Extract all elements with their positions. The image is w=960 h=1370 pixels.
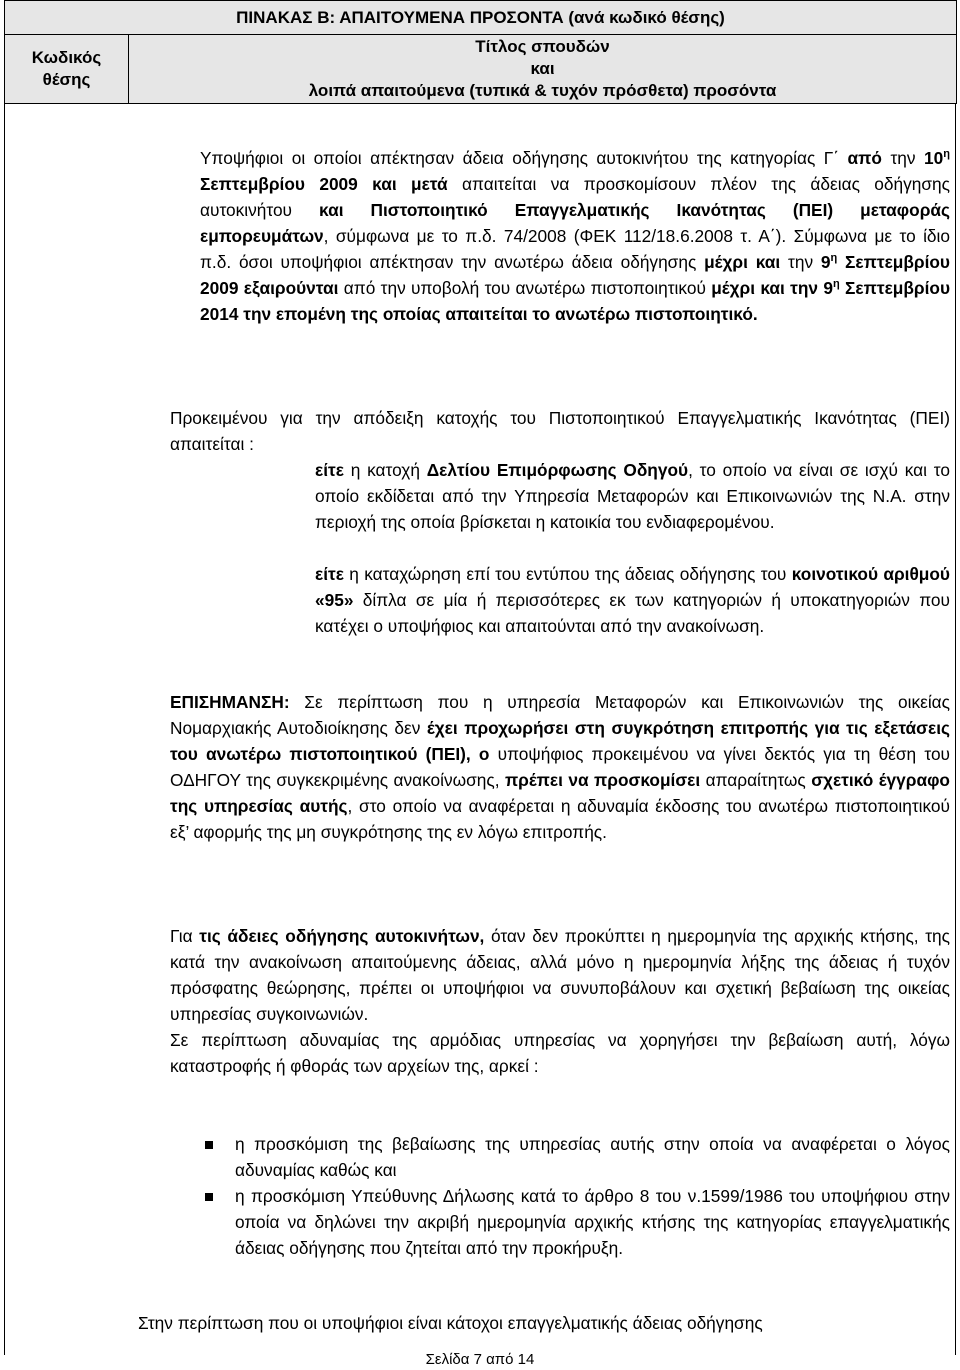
inability-paragraph: Σε περίπτωση αδυναμίας της αρμόδιας υπηρεσίας να χορηγήσει την βεβαίωση αυτή, λόγω καταστροφής ή φθοράς των αρχείων της, αρκεί : [170,1030,950,1076]
table-border-left [4,103,5,1355]
table-title: ΠΙΝΑΚΑΣ Β: ΑΠΑΙΤΟΥΜΕΝΑ ΠΡΟΣΟΝΤΑ (ανά κωδικό θέσης) [5,1,956,35]
column-header-title-line3: λοιπά απαιτούμενα (τυπικά & τυχόν πρόσθετα) προσόντα [308,81,777,100]
requirements-table-header [4,0,957,104]
proof-option-community-code-95: είτε η καταχώρηση επί του εντύπου της άδειας οδήγησης του κοινοτικού αριθμού «95» δίπλα σε μία ή περισσότερες εκ των κατηγοριών ή υποκατηγοριών που κατέχει ο υποψήφιος και απαιτούνται από την ανακοίνωση. [315,564,950,636]
closing-line: Στην περίπτωση που οι υποψήφιοι είναι κάτοχοι επαγγελματικής άδειας οδήγησης [138,1313,763,1333]
table-border-right [955,103,956,1355]
table-column-headers [5,35,956,103]
bullet-icon [205,1141,213,1149]
pei-proof-intro: Προκειμένου για την απόδειξη κατοχής του Πιστοποιητικού Επαγγελματικής Ικανότητας (ΠΕΙ) απαιτείται : [170,408,950,454]
page-number: Σελίδα 7 από 14 [425,1351,535,1368]
column-header-position-code [5,35,129,103]
list-item: η προσκόμιση Υπεύθυνης Δήλωσης κατά το άρθρο 8 του ν.1599/1986 του υποψήφιου στην οποία να δηλώνει την ακριβή ημερομηνία αρχικής κτήσης της κατηγορίας επαγγελματικής άδειας οδήγησης που ζητείται από την προκήρυξη. [235,1186,950,1258]
column-header-title-line2: και [530,59,555,78]
bullet-icon [205,1193,213,1201]
notice-paragraph: ΕΠΙΣΗΜΑΝΣΗ: Σε περίπτωση που η υπηρεσία Μεταφορών και Επικοινωνιών της οικείας Νομαρχιακής Αυτοδιοίκησης δεν έχει προχωρήσει στη συγκρότηση επιτροπής για τις εξετάσεις του ανωτέρω πιστοποιητικού (ΠΕΙ), ο υποψήφιος προκειμένου να γίνει δεκτός για τη θέση του ΟΔΗΓΟΥ της συγκεκριμένης ανακοίνωσης, πρέπει να προσκομίσει απαραίτητως σχετικό έγγραφο της υπηρεσίας αυτής, στο οποίο να αναφέρεται η αδυναμία έκδοσης του ανωτέρω πιστοποιητικού εξ’ αφορμής της μη συγκρότησης της εν λόγω επιτροπής. [170,692,951,842]
column-header-title-line1: Τίτλος σπουδών [475,37,610,56]
column-header-code-line1: Κωδικός [31,48,102,67]
list-item: η προσκόμιση της βεβαίωσης της υπηρεσίας αυτής στην οποία να αναφέρεται ο λόγος αδυναμίας καθώς και [235,1134,950,1180]
column-header-qualifications [129,35,956,103]
pei-requirement-paragraph: Υποψήφιοι οι οποίοι απέκτησαν άδεια οδήγησης αυτοκινήτου της κατηγορίας Γ΄ από την $10^\eta$ Σεπτεμβρίου 2009 και μετά απαιτείται να προσκομίσουν πλέον της άδειας οδήγησης αυτοκινήτου και Πιστοποιητικό Επαγγελματικής Ικανότητας (ΠΕΙ) μεταφοράς εμπορευμάτων, σύμφωνα με το π.δ. 74/2008 (ΦΕΚ 112/18.6.2008 τ. Α΄). Σύμφωνα με το ίδιο π.δ. όσοι υποψήφιοι απέκτησαν την ανωτέρω άδεια οδήγησης μέχρι και την $9^\eta$ Σεπτεμβρίου 2009 εξαιρούνται από την υποβολή του ανωτέρω πιστοποιητικού μέχρι και την $9^\eta$ Σεπτεμβρίου 2014 την επομένη της οποίας απαιτείται το ανωτέρω πιστοποιητικό. [200,148,951,324]
column-header-code-line2: θέσης [42,70,91,89]
proof-option-driver-training-certificate: είτε η κατοχή Δελτίου Επιμόρφωσης Οδηγού, το οποίο να είναι σε ισχύ και το οποίο εκδίδεται από την Υπηρεσία Μεταφορών και Επικοινωνιών της Ν.Α. στην περιοχή της οποία βρίσκεται η κατοικία του ενδιαφερομένου. [315,460,950,532]
driving-licenses-paragraph: Για τις άδειες οδήγησης αυτοκινήτων, όταν δεν προκύπτει η ημερομηνία της αρχικής κτήσης, της κατά την ανακοίνωση απαιτούμενης άδειας, αλλά μόνο η ημερομηνία λήξης της άδειας ή τυχόν πρόσφατης θεώρησης, πρέπει οι υποψήφιοι να συνυποβάλουν και σχετική βεβαίωση της οικείας υπηρεσίας συγκοινωνιών. [170,926,950,1024]
